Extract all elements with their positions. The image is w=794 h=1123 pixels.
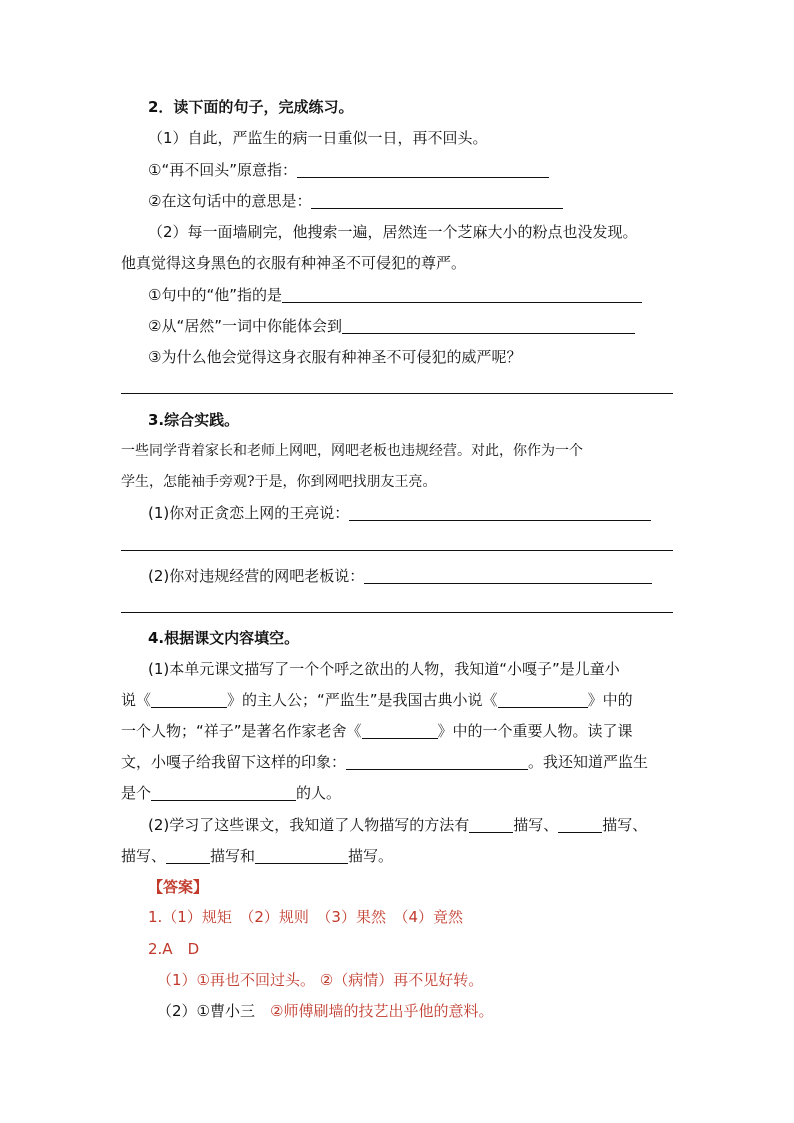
q2-item-2a-label: ①句中的“他”指的是 <box>148 286 282 304</box>
q3-intro-line1: 一些同学背着家长和老师上网吧，网吧老板也违规经营。对此，你作为一个 <box>121 443 583 459</box>
q2-item-1b-label: ②在这句话中的意思是： <box>148 192 312 210</box>
answer-blank[interactable] <box>255 847 348 864</box>
q3-item-a <box>148 503 651 523</box>
q4-line-4-text-b: 。我还知道严监生 <box>528 753 649 771</box>
q3-item-b <box>148 566 652 586</box>
q2-item-2a <box>148 285 642 305</box>
answer-blank[interactable] <box>498 691 588 708</box>
q2-item-2c: ③为什么他会觉得这身衣服有种神圣不可侵犯的威严呢？ <box>148 348 522 366</box>
q4-line-6-text-b: 描写、 <box>513 816 559 834</box>
q4-line-2-text-c: 》中的 <box>587 691 633 709</box>
answer-blank[interactable] <box>311 192 563 209</box>
q4-line-6 <box>148 815 647 835</box>
q4-line-4 <box>121 752 648 772</box>
q4-line-7-text-b: 描写和 <box>210 847 256 865</box>
q4-line-7-text-c: 描写。 <box>348 847 394 865</box>
answer-blank[interactable] <box>346 753 528 770</box>
answer-blank[interactable] <box>282 286 642 303</box>
q2-sentence-2-line2: 他真觉得这身黑色的衣服有种神圣不可侵犯的尊严。 <box>121 254 467 272</box>
q4-line-4-text-a: 文，小嘎子给我留下这样的印象： <box>121 753 347 771</box>
q2-sentence-1: （1）自此，严监生的病一日重似一日，再不回头。 <box>148 129 488 147</box>
q4-line-5 <box>121 783 341 803</box>
q2-sentence-2-line1: （2）每一面墙刷完，他搜索一遍，居然连一个芝麻大小的粉点也没发现。 <box>148 223 638 241</box>
answer-blank[interactable] <box>469 816 513 833</box>
q2-item-1a <box>148 160 549 180</box>
answer-blank[interactable] <box>151 784 296 801</box>
answer-4 <box>157 1001 493 1021</box>
answer-blank[interactable] <box>166 847 210 864</box>
q2-title: 2．读下面的句子，完成练习。 <box>148 98 354 116</box>
answer-line[interactable] <box>121 612 673 613</box>
answer-line[interactable] <box>121 393 673 394</box>
q4-line-2 <box>121 690 633 710</box>
answers-title: 【答案】 <box>148 878 209 896</box>
answer-blank[interactable] <box>342 317 635 334</box>
q4-line-7-text-a: 描写、 <box>121 847 167 865</box>
q4-line-5-text-b: 的人。 <box>296 784 342 802</box>
q4-line-3 <box>121 721 633 741</box>
answer-line[interactable] <box>121 550 673 551</box>
answer-blank[interactable] <box>364 567 652 584</box>
q3-intro-line2: 学生，怎能袖手旁观?于是，你到网吧找朋友王亮。 <box>121 474 437 490</box>
q4-line-2-text-b: 》的主人公；“严监生”是我国古典小说《 <box>227 691 498 709</box>
q4-line-2-text-a: 说《 <box>121 691 152 709</box>
answer-1: 1.（1）规矩 （2）规则 （3）果然 （4）竟然 <box>148 908 463 926</box>
q2-item-1b <box>148 191 563 211</box>
q2-item-2b <box>148 316 635 336</box>
q4-line-3-text-a: 一个人物；“祥子”是著名作家老舍《 <box>121 722 362 740</box>
answer-2: 2.A D <box>148 940 200 958</box>
q4-line-5-text-a: 是个 <box>121 784 152 802</box>
answer-3: （1）①再也不回过头。 ②（病情）再不见好转。 <box>157 971 484 989</box>
answer-blank[interactable] <box>349 504 651 521</box>
q2-item-2b-label: ②从“居然”一词中你能体会到 <box>148 317 342 335</box>
answer-blank[interactable] <box>558 816 602 833</box>
q2-item-1a-label: ①“再不回头”原意指： <box>148 161 297 179</box>
q4-line-3-text-b: 》中的一个重要人物。读了课 <box>437 722 633 740</box>
answer-blank[interactable] <box>151 691 227 708</box>
q4-line-1: (1)本单元课文描写了一个个呼之欲出的人物，我知道“小嘎子”是儿童小 <box>148 660 620 678</box>
q4-line-7 <box>121 846 393 866</box>
q4-line-6-text-a: (2)学习了这些课文，我知道了人物描写的方法有 <box>148 816 470 834</box>
answer-4-part-b: ②师傅刷墙的技艺出乎他的意料。 <box>270 1002 494 1020</box>
q4-title: 4.根据课文内容填空。 <box>148 629 300 647</box>
answer-blank[interactable] <box>362 722 438 739</box>
q3-title: 3.综合实践。 <box>148 411 240 429</box>
q3-item-b-label: (2)你对违规经营的网吧老板说： <box>148 567 365 585</box>
q3-item-a-label: (1)你对正贪恋上网的王亮说： <box>148 504 350 522</box>
answer-blank[interactable] <box>297 161 549 178</box>
answer-4-part-a: （2）①曹小三 <box>157 1002 255 1020</box>
q4-line-6-text-c: 描写、 <box>602 816 648 834</box>
